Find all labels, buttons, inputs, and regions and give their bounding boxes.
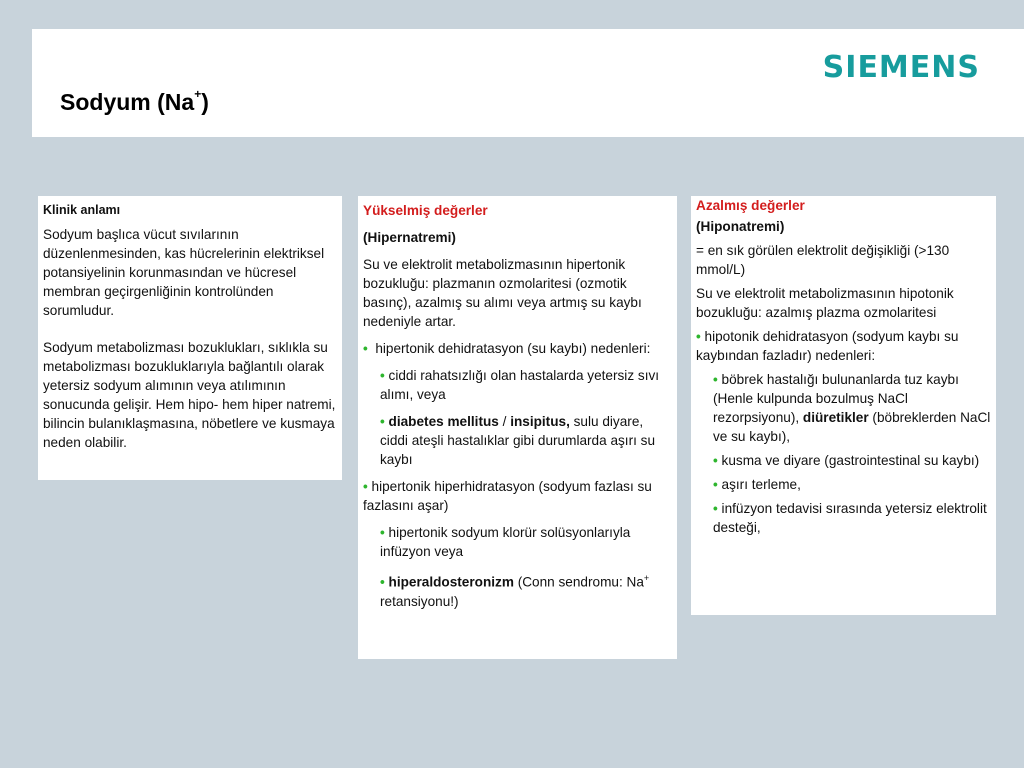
card-heading: Klinik anlamı — [43, 203, 121, 217]
paragraph: Sodyum metabolizması bozuklukları, sıklıkla su metabolizması bozukluklarıyla bağlantılı olarak yetersiz sodyum alımının veya atılımının sonucunda gelişir. Hem hipo- hem hiper natremi, bilincin bulanıklaşmasına, nöbetlere ve kusmaya neden olabilir. — [43, 340, 336, 450]
bullet-icon: • — [380, 574, 385, 590]
bullet-icon: • — [696, 329, 701, 344]
bullet-icon: • — [713, 372, 718, 387]
list-item: • aşırı terleme, — [713, 477, 801, 492]
list-item: • hipertonik hiperhidratasyon (sodyum fazlası su fazlasını aşar) — [363, 479, 652, 513]
list-item: • diabetes mellitus / insipitus, sulu diyare, ciddi ateşli hastalıklar gibi durumlarda aşırı su kaybı — [380, 414, 656, 467]
header-bar — [32, 29, 1024, 137]
bullet-icon: • — [363, 479, 368, 494]
siemens-logo: SIEMENS — [822, 50, 980, 85]
card-subheading: (Hipernatremi) — [363, 230, 456, 245]
page-title: Sodyum (Na+) — [60, 87, 209, 115]
bullet-icon: • — [713, 501, 718, 516]
list-item: • hipertonik sodyum klorür solüsyonlarıyla infüzyon veya — [380, 525, 631, 559]
card-heading: Yükselmiş değerler — [363, 203, 488, 218]
list-item: • kusma ve diyare (gastrointestinal su kaybı) — [713, 453, 980, 468]
list-item: • infüzyon tedavisi sırasında yetersiz elektrolit desteği, — [713, 501, 987, 535]
paragraph: Su ve elektrolit metabolizmasının hipertonik bozukluğu: plazmanın ozmolaritesi (ozmotik basınç), azalmış su alımı veya artmış su kaybı nedeniyle artar. — [363, 257, 642, 329]
bullet-icon: • — [363, 341, 368, 356]
card-elevated-values — [358, 196, 677, 659]
list-item: • böbrek hastalığı bulunanlarda tuz kaybı (Henle kulpunda bozulmuş NaCl rezorpsiyonu), diüretikler (böbreklerden NaCl ve su kaybı), — [713, 372, 991, 444]
card-decreased-values — [691, 196, 996, 615]
list-item: • hiperaldosteronizm (Conn sendromu: Na+ retansiyonu!) — [380, 573, 650, 609]
bullet-icon: • — [713, 453, 718, 468]
paragraph: = en sık görülen elektrolit değişikliği (>130 mmol/L) — [696, 243, 950, 277]
bullet-icon: • — [380, 368, 385, 383]
list-item: • hipotonik dehidratasyon (sodyum kaybı su kaybından fazladır) nedenleri: — [696, 329, 959, 363]
paragraph: Sodyum başlıca vücut sıvılarının düzenlenmesinden, kas hücrelerinin elektriksel potansiyelinin korunmasından ve hücresel membran geçirgenliğinin kontrolünden sorumludur. — [43, 227, 325, 318]
card-heading: Azalmış değerler — [696, 198, 805, 213]
bullet-icon: • — [713, 477, 718, 492]
list-item: • hipertonik dehidratasyon (su kaybı) nedenleri: — [363, 341, 651, 356]
bullet-icon: • — [380, 525, 385, 540]
card-clinical-meaning — [38, 196, 342, 480]
card-subheading: (Hiponatremi) — [696, 219, 785, 234]
paragraph: Su ve elektrolit metabolizmasının hipotonik bozukluğu: azalmış plazma ozmolaritesi — [696, 286, 954, 320]
bullet-icon: • — [380, 414, 385, 429]
list-item: • ciddi rahatsızlığı olan hastalarda yetersiz sıvı alımı, veya — [380, 368, 660, 402]
